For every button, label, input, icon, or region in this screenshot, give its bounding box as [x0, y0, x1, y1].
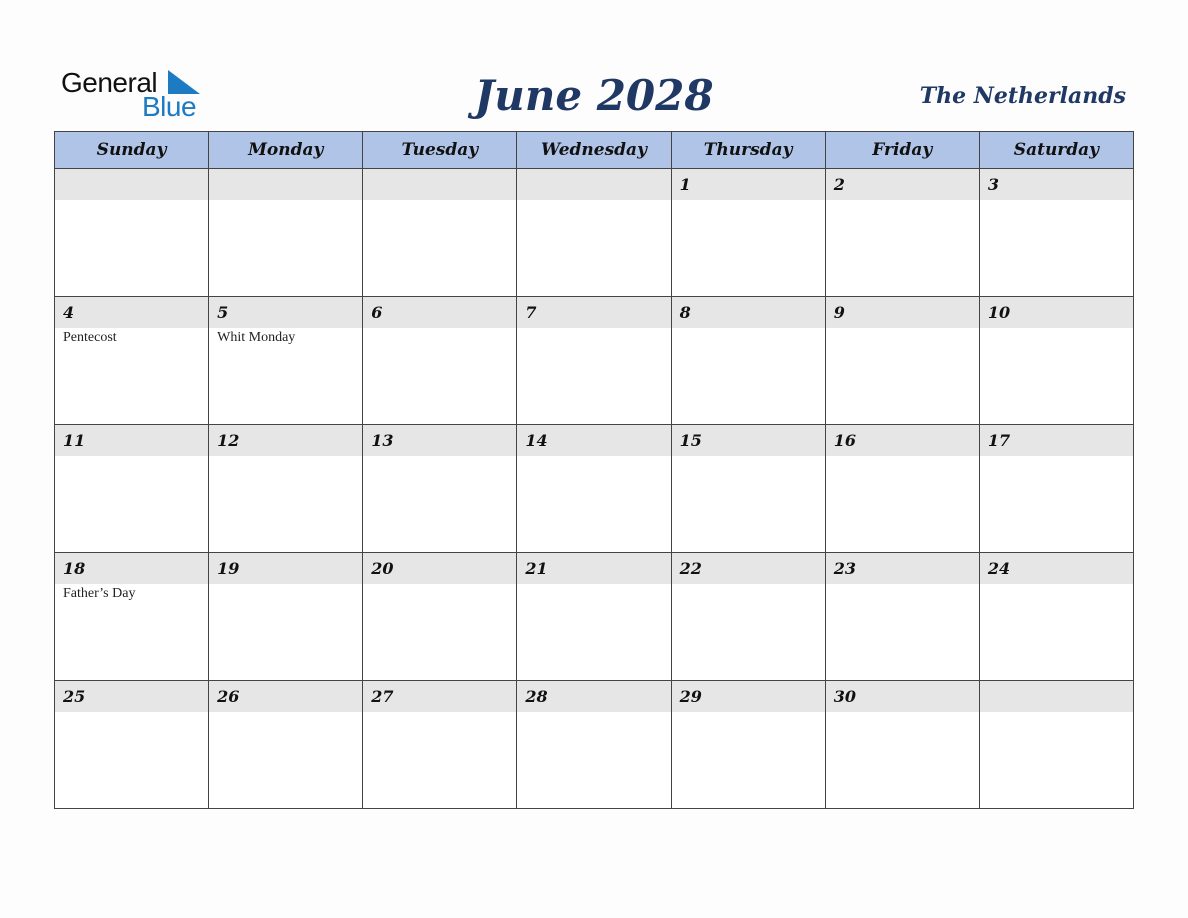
day-number: 25	[55, 681, 208, 712]
day-cell	[671, 425, 825, 553]
day-number	[517, 169, 670, 200]
holiday-label: Father’s Day	[63, 586, 136, 601]
brand-name-blue: Blue	[142, 91, 197, 122]
day-cell	[363, 425, 517, 553]
day-cell	[55, 425, 209, 553]
day-cell	[209, 553, 363, 681]
holiday-label: Whit Monday	[217, 330, 296, 345]
day-cell	[825, 681, 979, 809]
day-number: 29	[672, 681, 825, 712]
day-number: 18	[55, 553, 208, 584]
calendar-grid	[54, 131, 1134, 809]
holiday-label	[980, 456, 1133, 457]
day-cell	[209, 297, 363, 425]
day-number: 19	[209, 553, 362, 584]
day-cell	[517, 169, 671, 297]
week-row	[55, 297, 1134, 425]
day-number: 5	[209, 297, 362, 328]
holiday-label	[517, 456, 670, 457]
day-number: 16	[826, 425, 979, 456]
holiday-label	[55, 200, 208, 201]
holiday-label	[826, 200, 979, 201]
holiday-label	[980, 584, 1133, 585]
country-name: The Netherlands	[919, 83, 1126, 109]
day-cell	[979, 681, 1133, 809]
holiday-label	[517, 584, 670, 585]
day-cell	[55, 169, 209, 297]
week-row	[55, 169, 1134, 297]
day-number	[55, 169, 208, 200]
holiday-label	[209, 456, 362, 457]
day-cell	[517, 553, 671, 681]
day-number: 8	[672, 297, 825, 328]
day-cell	[363, 169, 517, 297]
day-cell	[825, 425, 979, 553]
day-cell	[979, 169, 1133, 297]
day-number: 11	[55, 425, 208, 456]
day-cell	[363, 297, 517, 425]
holiday-label	[55, 456, 208, 457]
holiday-label	[363, 328, 516, 329]
day-cell	[517, 681, 671, 809]
day-cell	[825, 553, 979, 681]
holiday-label	[209, 584, 362, 585]
holiday-label	[672, 456, 825, 457]
holiday-label	[826, 712, 979, 713]
day-number: 10	[980, 297, 1133, 328]
day-cell	[209, 681, 363, 809]
day-number: 13	[363, 425, 516, 456]
holiday-label	[980, 328, 1133, 329]
holiday-label	[672, 200, 825, 201]
weekday-header: Monday	[209, 132, 363, 169]
day-number: 24	[980, 553, 1133, 584]
holiday-label	[55, 712, 208, 713]
day-cell	[979, 553, 1133, 681]
holiday-label	[672, 712, 825, 713]
day-number	[363, 169, 516, 200]
day-cell	[517, 425, 671, 553]
day-number: 4	[55, 297, 208, 328]
weekday-header-row	[55, 132, 1134, 169]
holiday-label	[209, 712, 362, 713]
weekday-header: Friday	[825, 132, 979, 169]
day-cell	[979, 297, 1133, 425]
day-cell	[671, 297, 825, 425]
day-number	[980, 681, 1133, 712]
day-cell	[671, 169, 825, 297]
holiday-label	[363, 584, 516, 585]
calendar-title: June 2028	[474, 71, 714, 120]
day-cell	[363, 553, 517, 681]
day-number: 27	[363, 681, 516, 712]
day-cell	[825, 169, 979, 297]
holiday-label	[826, 456, 979, 457]
day-cell	[209, 425, 363, 553]
week-row	[55, 553, 1134, 681]
week-row	[55, 425, 1134, 553]
day-number: 22	[672, 553, 825, 584]
day-cell	[979, 425, 1133, 553]
day-cell	[517, 297, 671, 425]
holiday-label	[517, 328, 670, 329]
holiday-label	[980, 712, 1133, 713]
day-number: 15	[672, 425, 825, 456]
weekday-header: Tuesday	[363, 132, 517, 169]
day-cell	[55, 553, 209, 681]
day-number: 2	[826, 169, 979, 200]
holiday-label	[363, 200, 516, 201]
day-number: 7	[517, 297, 670, 328]
day-cell	[825, 297, 979, 425]
day-number: 28	[517, 681, 670, 712]
holiday-label	[826, 584, 979, 585]
day-number: 26	[209, 681, 362, 712]
holiday-label	[517, 200, 670, 201]
day-number: 6	[363, 297, 516, 328]
weekday-header: Thursday	[671, 132, 825, 169]
day-number: 12	[209, 425, 362, 456]
brand-name-general: General	[61, 67, 158, 98]
holiday-label	[672, 584, 825, 585]
holiday-label	[363, 456, 516, 457]
day-number	[209, 169, 362, 200]
holiday-label	[980, 200, 1133, 201]
holiday-label	[209, 200, 362, 201]
day-cell	[363, 681, 517, 809]
holiday-label	[826, 328, 979, 329]
weekday-header: Saturday	[979, 132, 1133, 169]
week-row	[55, 681, 1134, 809]
day-cell	[671, 553, 825, 681]
day-number: 1	[672, 169, 825, 200]
day-cell	[671, 681, 825, 809]
day-number: 20	[363, 553, 516, 584]
holiday-label	[363, 712, 516, 713]
holiday-label	[517, 712, 670, 713]
holiday-label: Pentecost	[63, 330, 117, 345]
holiday-label	[672, 328, 825, 329]
weekday-header: Sunday	[55, 132, 209, 169]
day-number: 17	[980, 425, 1133, 456]
day-cell	[209, 169, 363, 297]
day-number: 3	[980, 169, 1133, 200]
day-cell	[55, 297, 209, 425]
day-cell	[55, 681, 209, 809]
day-number: 14	[517, 425, 670, 456]
day-number: 23	[826, 553, 979, 584]
day-number: 30	[826, 681, 979, 712]
day-number: 21	[517, 553, 670, 584]
weekday-header: Wednesday	[517, 132, 671, 169]
day-number: 9	[826, 297, 979, 328]
